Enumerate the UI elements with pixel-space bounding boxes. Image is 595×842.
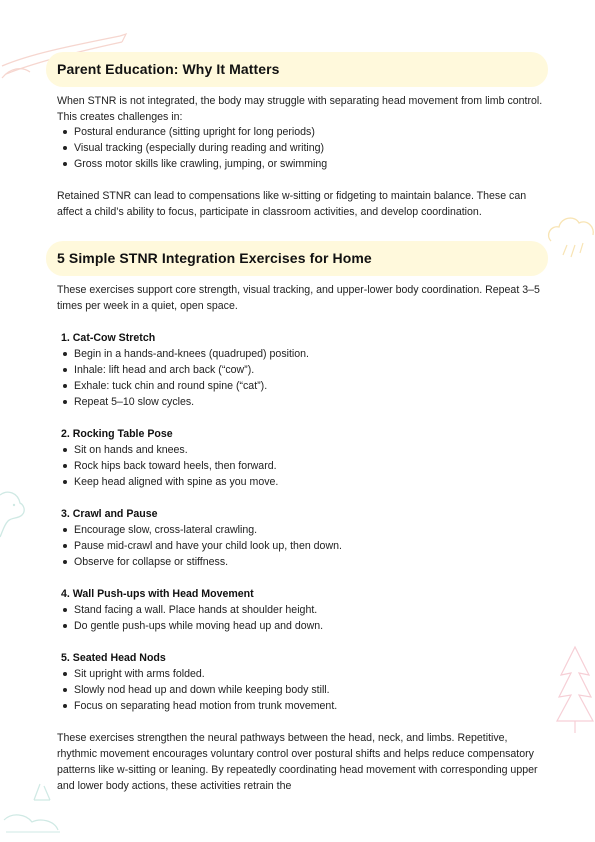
section-intro: When STNR is not integrated, the body may struggle with separating head movement from limb control. This creates challenges in: bbox=[57, 95, 543, 123]
list-item: Repeat 5–10 slow cycles. bbox=[57, 394, 543, 410]
list-item: Focus on separating head motion from trunk movement. bbox=[57, 698, 543, 714]
list-item: Visual tracking (especially during reading and writing) bbox=[57, 140, 543, 156]
section-banner-parent-education bbox=[46, 52, 548, 87]
list-item: Observe for collapse or stiffness. bbox=[57, 554, 543, 570]
cloud-doodle-icon bbox=[545, 205, 595, 275]
list-item: Sit upright with arms folded. bbox=[57, 666, 543, 682]
exercise-steps bbox=[57, 666, 543, 714]
exercise-title: 1. Cat-Cow Stretch bbox=[61, 332, 156, 344]
list-item: Slowly nod head up and down while keeping body still. bbox=[57, 682, 543, 698]
list-item: Gross motor skills like crawling, jumping, or swimming bbox=[57, 156, 543, 172]
section-banner-exercises bbox=[46, 241, 548, 276]
exercise-steps bbox=[57, 602, 543, 634]
list-item: Pause mid-crawl and have your child look up, then down. bbox=[57, 538, 543, 554]
exercise-steps bbox=[57, 346, 543, 410]
section-closing: These exercises strengthen the neural pathways between the head, neck, and limbs. Repetitive, rhythmic movement encourages voluntary control over postural shifts and helps reduce compensatory patterns like w-sitting or leaning. By repeatedly coordinating head movement with corresponding upper and lower body actions, these activities retrain the bbox=[57, 732, 538, 792]
list-item: Stand facing a wall. Place hands at shoulder height. bbox=[57, 602, 543, 618]
challenges-list bbox=[57, 124, 543, 172]
dog-doodle-icon bbox=[0, 485, 30, 545]
exercise-steps bbox=[57, 522, 543, 570]
list-item: Do gentle push-ups while moving head up and down. bbox=[57, 618, 543, 634]
list-item: Rock hips back toward heels, then forward. bbox=[57, 458, 543, 474]
list-item: Begin in a hands-and-knees (quadruped) position. bbox=[57, 346, 543, 362]
exercise-title: 5. Seated Head Nods bbox=[61, 652, 166, 664]
section-intro: These exercises support core strength, visual tracking, and upper-lower body coordination. Repeat 3–5 times per week in a quiet, open space. bbox=[57, 284, 540, 312]
exercise-title: 4. Wall Push-ups with Head Movement bbox=[61, 588, 254, 600]
exercise-steps bbox=[57, 442, 543, 490]
exercise-title: 2. Rocking Table Pose bbox=[61, 428, 173, 440]
list-item: Keep head aligned with spine as you move. bbox=[57, 474, 543, 490]
list-item: Encourage slow, cross-lateral crawling. bbox=[57, 522, 543, 538]
section-heading: Parent Education: Why It Matters bbox=[57, 61, 280, 77]
list-item: Postural endurance (sitting upright for long periods) bbox=[57, 124, 543, 140]
list-item: Sit on hands and knees. bbox=[57, 442, 543, 458]
list-item: Exhale: tuck chin and round spine (“cat”). bbox=[57, 378, 543, 394]
list-item: Inhale: lift head and arch back (“cow”). bbox=[57, 362, 543, 378]
exercise-title: 3. Crawl and Pause bbox=[61, 508, 158, 520]
section-heading: 5 Simple STNR Integration Exercises for Home bbox=[57, 250, 372, 266]
tree-doodle-icon bbox=[555, 645, 595, 735]
section-followup: Retained STNR can lead to compensations like w-sitting or fidgeting to maintain balance. These can affect a child’s ability to focus, participate in classroom activities, and develop coordination. bbox=[57, 190, 527, 218]
